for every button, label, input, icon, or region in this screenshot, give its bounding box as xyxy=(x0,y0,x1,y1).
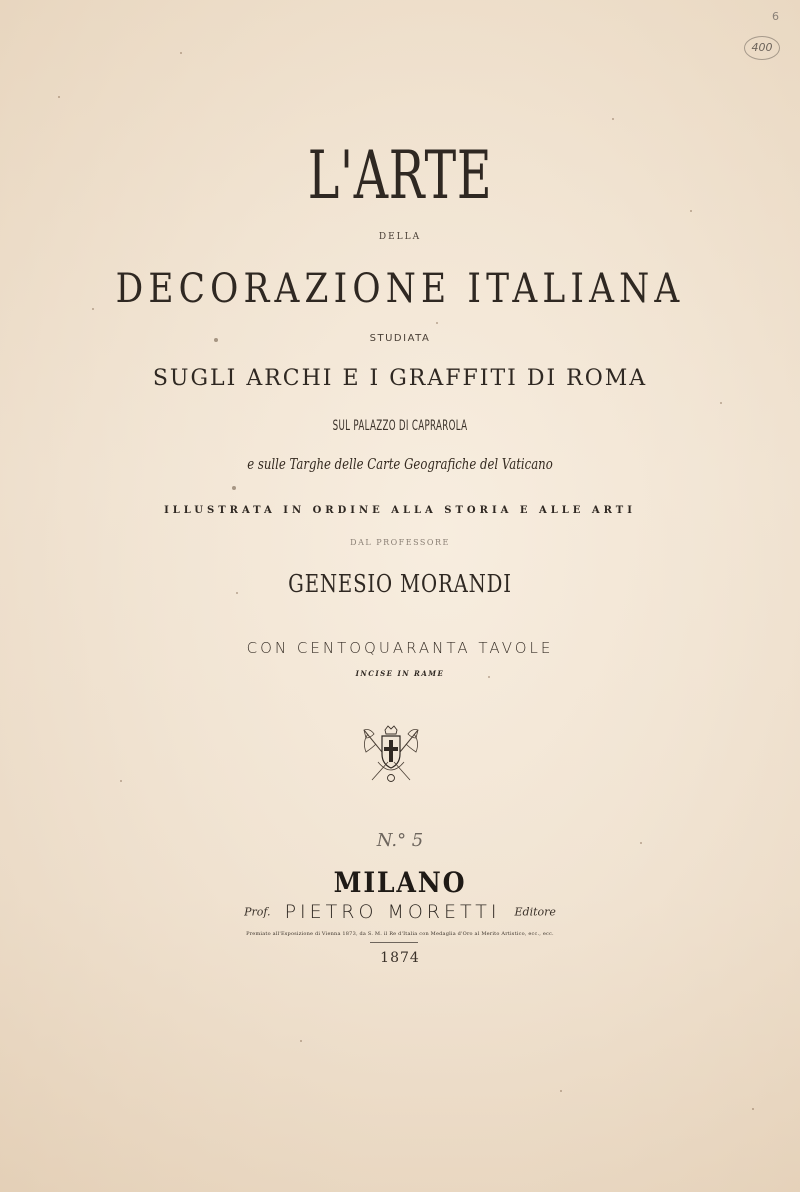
publisher-line xyxy=(0,900,800,923)
savoy-crest-icon xyxy=(358,722,424,786)
plates-line: CON CENTOQUARANTA TAVOLE xyxy=(246,639,554,657)
incise-line: INCISE IN RAME xyxy=(355,669,445,678)
issue-number: N.° 5 xyxy=(376,830,424,851)
archi-line: SUGLI ARCHI E I GRAFFITI DI ROMA xyxy=(152,366,648,391)
paper-speck xyxy=(560,1090,562,1092)
paper-stain xyxy=(232,486,236,490)
main-title: L'ARTE xyxy=(307,137,493,214)
title-della: DELLA xyxy=(378,232,422,242)
publication-year: 1874 xyxy=(380,950,420,966)
paper-speck xyxy=(720,402,722,404)
dal-professore-line: DAL PROFESSORE xyxy=(350,538,450,547)
author-name: GENESIO MORANDI xyxy=(288,570,512,598)
main-subtitle: DECORAZIONE ITALIANA xyxy=(115,266,685,312)
paper-speck xyxy=(436,322,438,324)
paper-speck xyxy=(300,1040,302,1042)
award-note: Premiato all'Esposizione di Vienna 1873, da S. M. il Re d'Italia con Medaglia d'Oro al Merito Artistico, ecc., ecc. xyxy=(246,931,554,937)
publisher-name: PIETRO MORETTI xyxy=(284,901,501,923)
palazzo-line: SUL PALAZZO DI CAPRAROLA xyxy=(332,418,468,434)
pencil-price-note: 400 xyxy=(744,36,780,60)
studiata-line: STUDIATA xyxy=(369,333,431,344)
paper-speck xyxy=(752,1108,754,1110)
imprint-city: MILANO xyxy=(333,866,467,899)
divider-rule xyxy=(370,942,418,943)
illustrata-line: ILLUSTRATA IN ORDINE ALLA STORIA E ALLE ARTI xyxy=(164,505,636,516)
publisher-prefix: Prof. xyxy=(244,905,271,919)
paper-speck xyxy=(58,96,60,98)
paper-speck xyxy=(612,118,614,120)
paper-speck xyxy=(690,210,692,212)
paper-speck xyxy=(120,780,122,782)
targhe-line: e sulle Targhe delle Carte Geografiche del Vaticano xyxy=(247,455,553,473)
publisher-suffix: Editore xyxy=(514,905,556,919)
paper-speck xyxy=(180,52,182,54)
pencil-mark: 6 xyxy=(772,10,779,23)
